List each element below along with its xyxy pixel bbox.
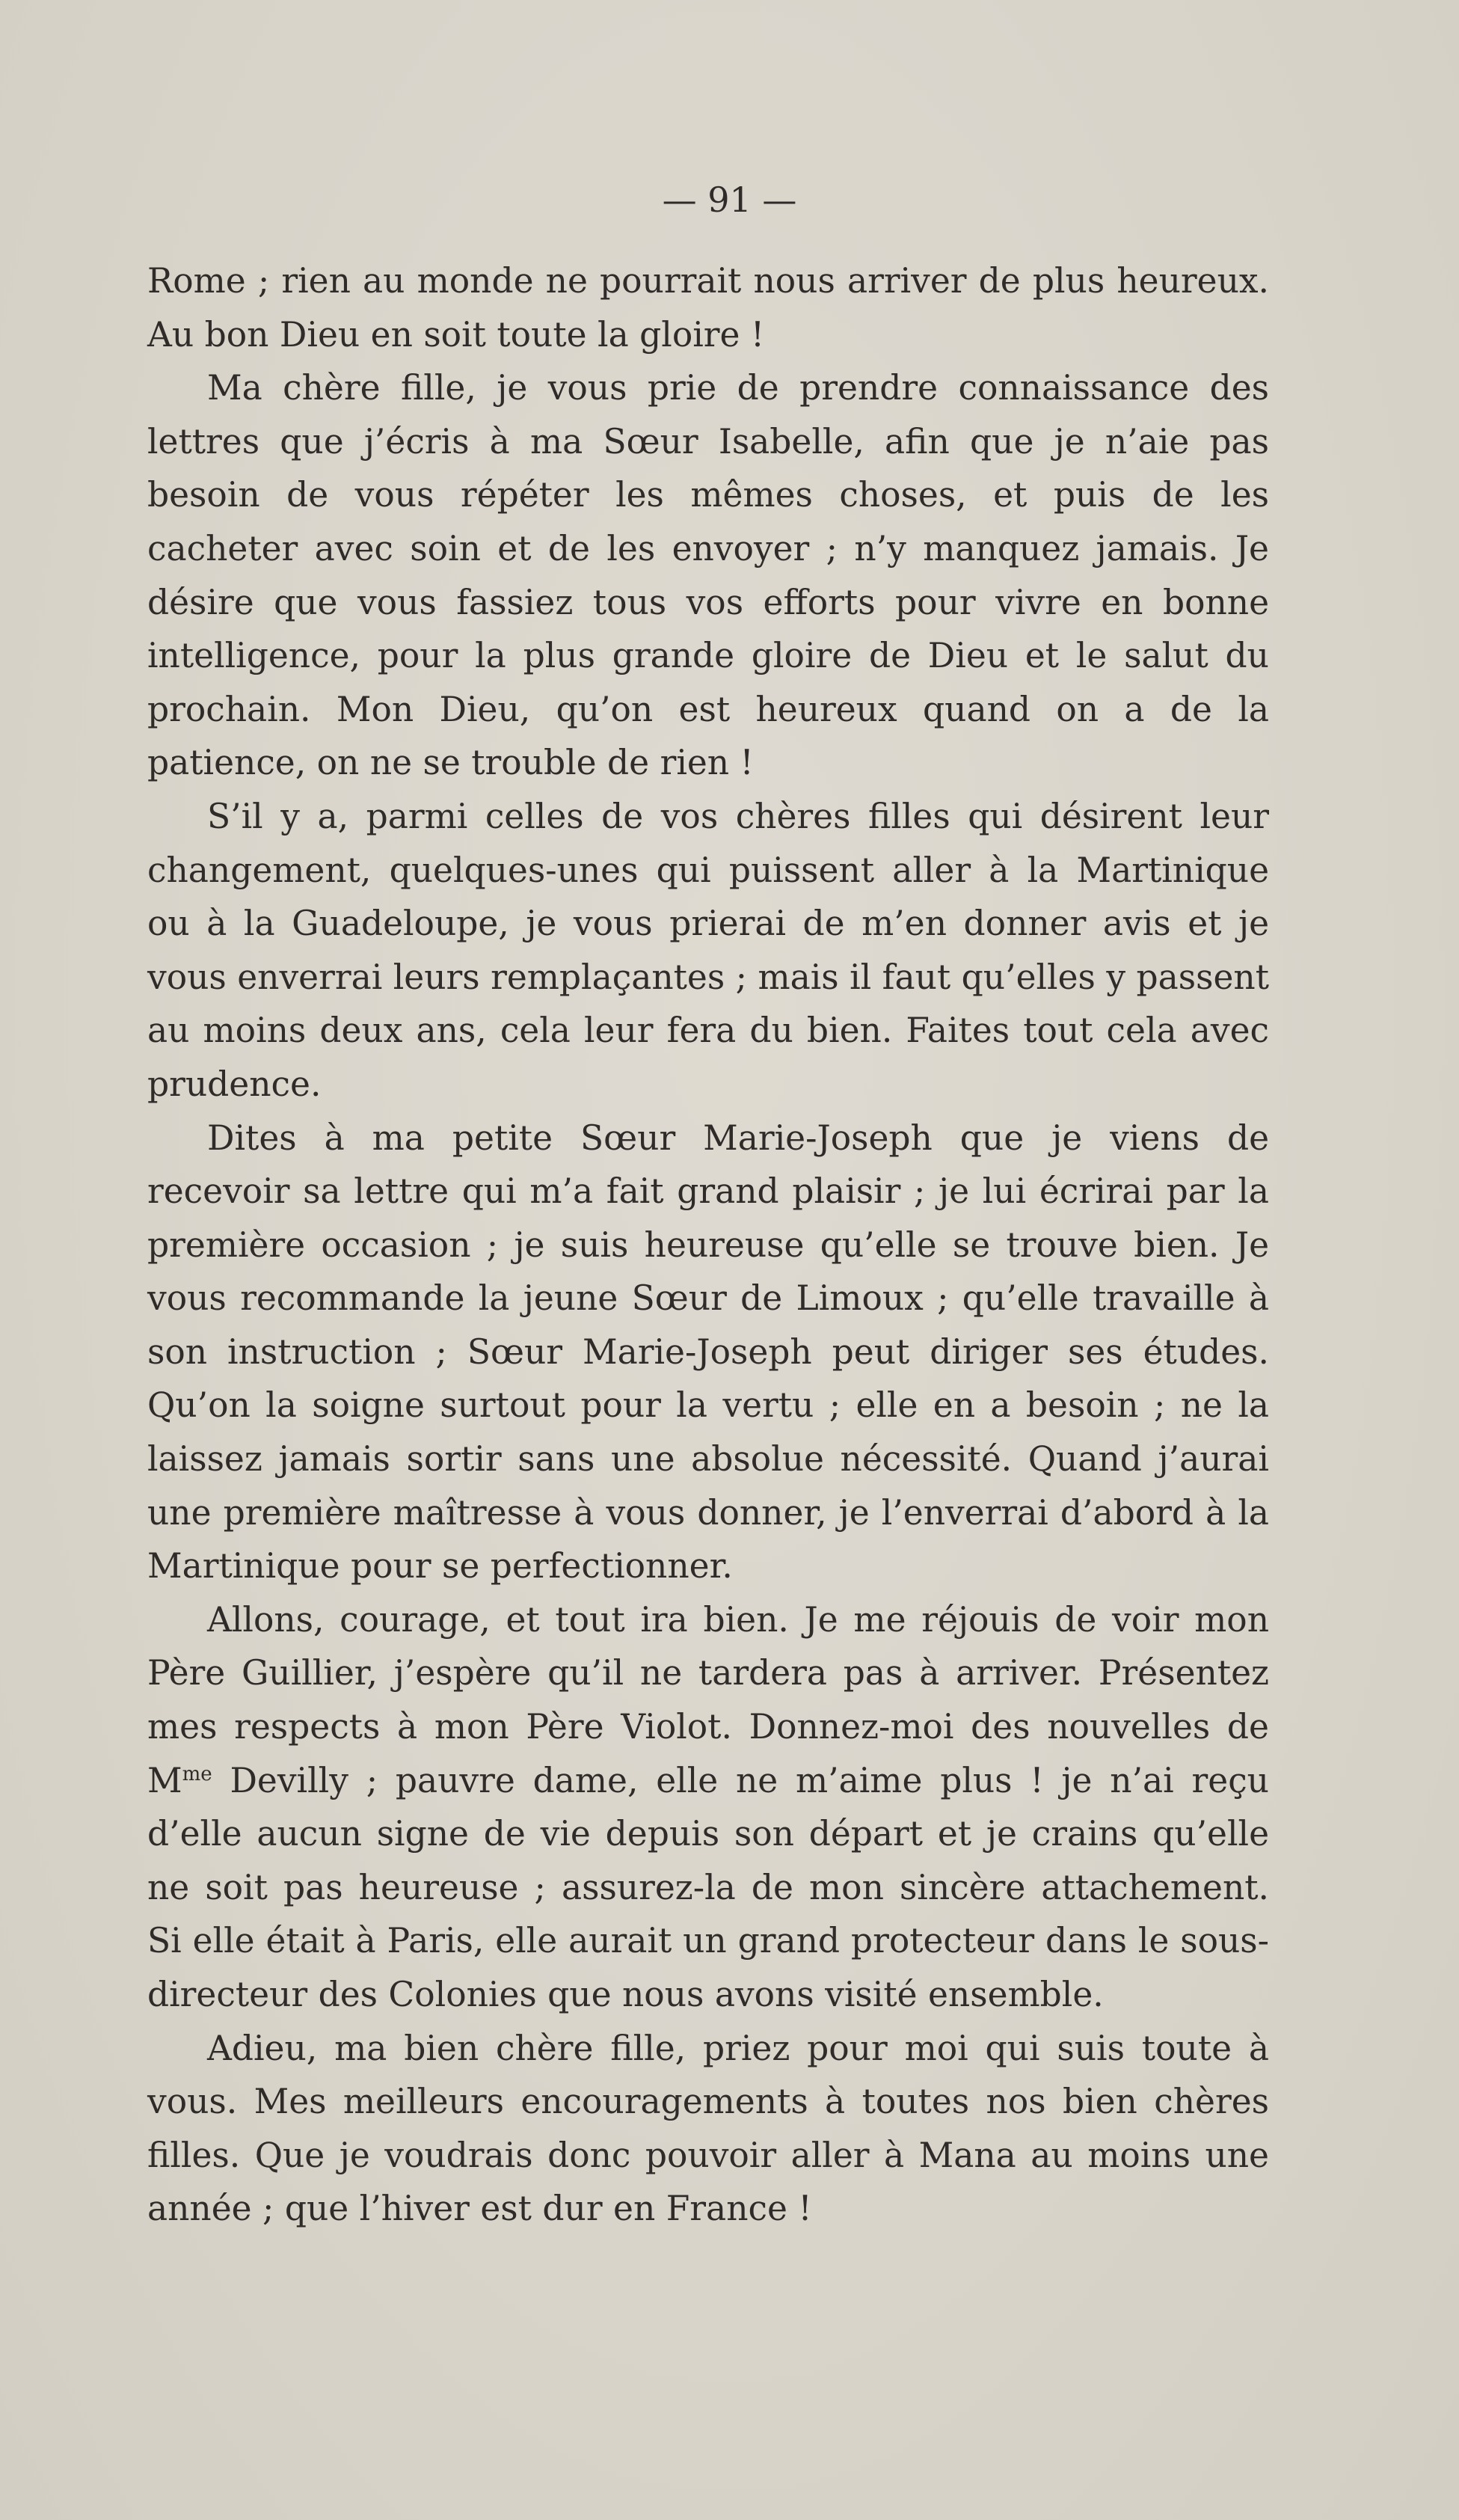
paragraph-farewell: Adieu, ma bien chère fille, priez pour moi qui suis toute à vous. Mes meilleurs encouragements à toutes nos bien chères filles. Que je voudrais donc pouvoir aller à Mana au moins une année ; que l’hiver est dur en France ! xyxy=(147,2028,1269,2229)
paragraph-martinique: S’il y a, parmi celles de vos chères filles qui désirent leur changement, quelques-unes qui puissent aller à la Martinique ou à la Guadeloupe, je vous prierai de m’en donner avis et je vous enverrai leurs remplaçantes ; mais il faut qu’elles y passent au moins deux ans, cela leur fera du bien. Faites tout cela avec prudence. xyxy=(147,796,1269,1104)
page-number: — 91 — xyxy=(662,180,797,220)
letter-body xyxy=(147,254,1269,2236)
paragraph-courage-after: Devilly ; pauvre dame, elle ne m’aime plus ! je n’ai reçu d’elle aucun signe de vie depuis son départ et je crains qu’elle ne soit pas heureuse ; assurez-la de mon sincère attachement. Si elle était à Paris, elle aurait un grand protecteur dans le sous-directeur des Colonies que nous avons visité ensemble. xyxy=(147,1760,1269,2014)
paragraph-courage xyxy=(147,1593,1269,2022)
paragraph-letters: Ma chère fille, je vous prie de prendre connaissance des lettres que j’écris à ma Sœur Isabelle, afin que je n’aie pas besoin de vous répéter les mêmes choses, et puis de les cacheter avec soin et de les envoyer ; n’y manquez jamais. Je désire que vous fassiez tous vos efforts pour vivre en bonne intelligence, pour la plus grande gloire de Dieu et le salut du prochain. Mon Dieu, qu’on est heureux quand on a de la patience, on ne se trouble de rien ! xyxy=(147,368,1269,783)
paragraph-marie-joseph: Dites à ma petite Sœur Marie-Joseph que je viens de recevoir sa lettre qui m’a fait grand plaisir ; je lui écrirai par la première occasion ; je suis heureuse qu’elle se trouve bien. Je vous recommande la jeune Sœur de Limoux ; qu’elle travaille à son instruction ; Sœur Marie-Joseph peut diriger ses études. Qu’on la soigne surtout pour la vertu ; elle en a besoin ; ne la laissez jamais sortir sans une absolue nécessité. Quand j’aurai une première maîtresse à vous donner, je l’enverrai d’abord à la Martinique pour se perfectionner. xyxy=(147,1118,1269,1587)
paragraph-courage-before: Allons, courage, et tout ira bien. Je me réjouis de voir mon Père Guillier, j’espère qu’il ne tardera pas à arriver. Présentez mes respects à mon Père Violot. Donnez-moi des nouvelles de M xyxy=(147,1599,1269,1800)
paragraph-continuation: Rome ; rien au monde ne pourrait nous arriver de plus heureux. Au bon Dieu en soit toute la gloire ! xyxy=(147,261,1269,355)
madame-superscript: me xyxy=(182,1762,212,1785)
